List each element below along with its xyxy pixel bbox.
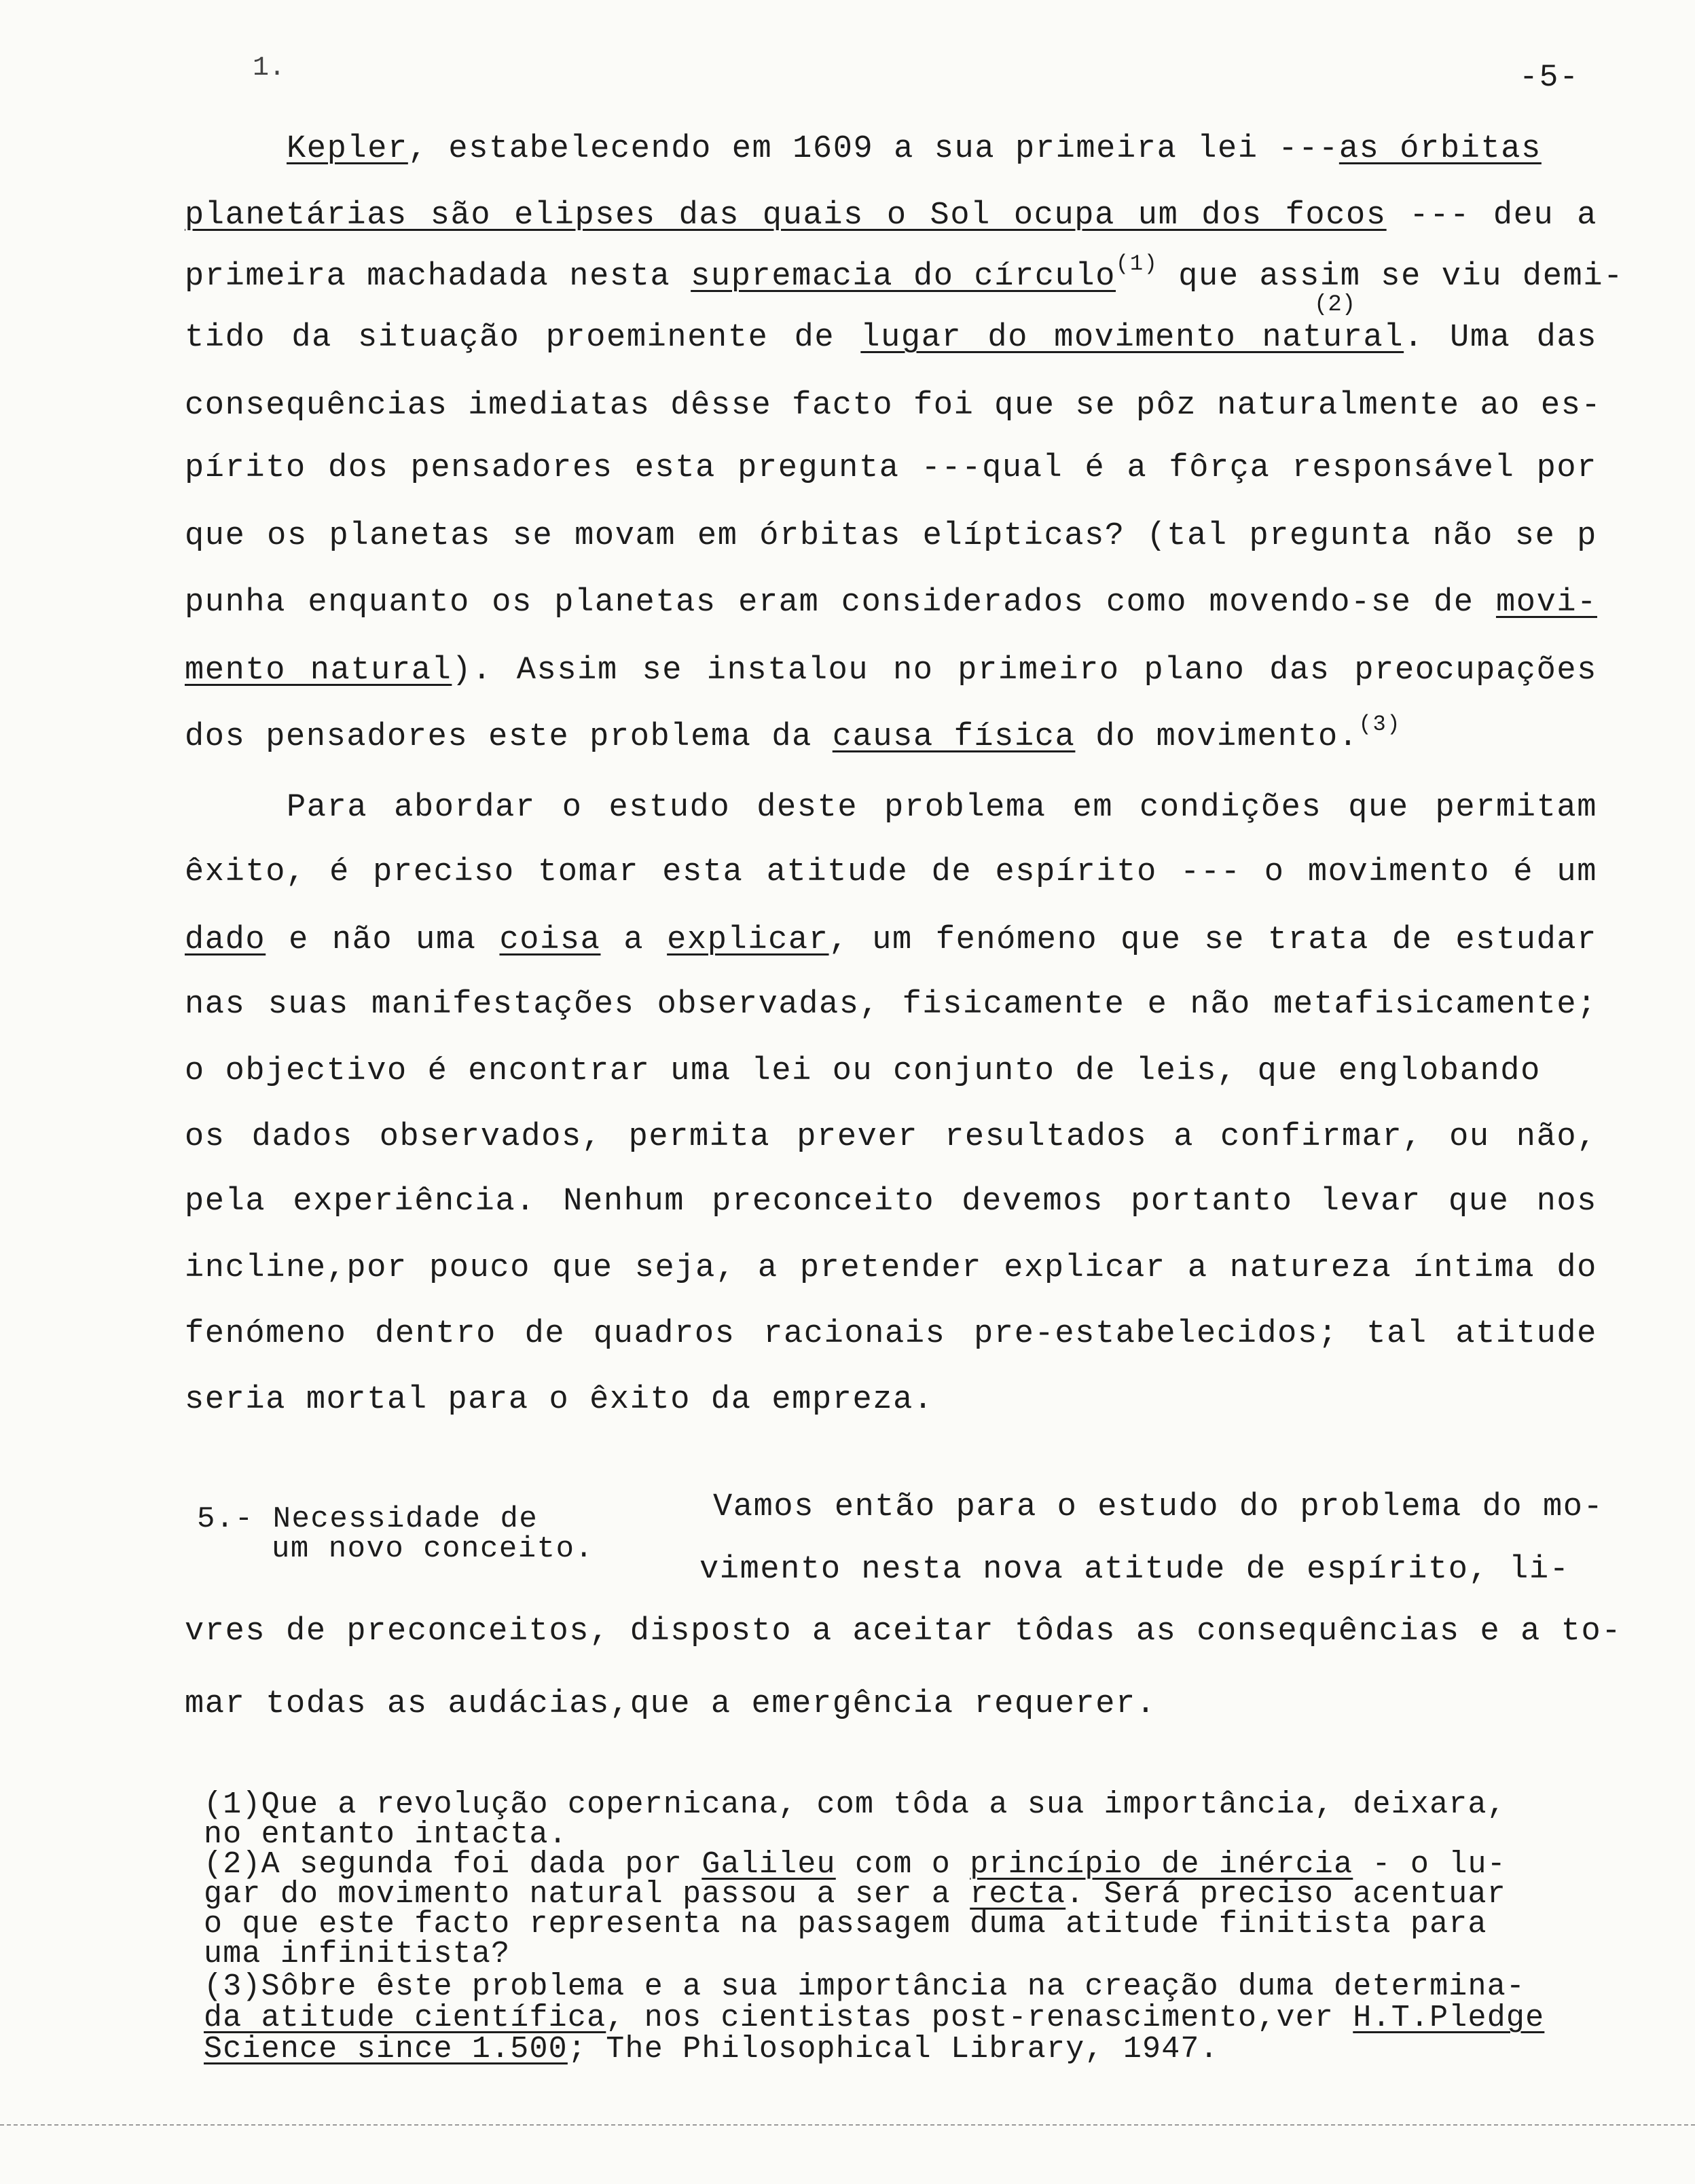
footnote-2-line-1: (2)A segunda foi dada por Galileu com o princípio de inércia - o lu- bbox=[204, 1847, 1506, 1882]
section-heading-line-2: um novo conceito. bbox=[272, 1532, 594, 1566]
section5-line-3: vres de preconceitos, disposto a aceitar tôdas as consequências e a to- bbox=[185, 1614, 1622, 1650]
para1-line-6: pírito dos pensadores esta pregunta ---qual é a fôrça responsável por bbox=[185, 450, 1597, 486]
para1-line-1: Kepler, estabelecendo em 1609 a sua primeira lei ---as órbitas bbox=[287, 131, 1542, 167]
para2-line-2: êxito, é preciso tomar esta atitude de espírito --- o movimento é um bbox=[185, 854, 1597, 890]
para1-line-5: consequências imediatas dêsse facto foi que se pôz naturalmente ao es- bbox=[185, 388, 1602, 424]
section5-line-4: mar todas as audácias,que a emergência requerer. bbox=[185, 1686, 1156, 1722]
para1-line-10: dos pensadores este problema da causa física do movimento.$^{(3)}$ bbox=[185, 712, 1402, 755]
para2-line-1: Para abordar o estudo deste problema em condições que permitam bbox=[287, 790, 1597, 826]
footnote-1-line-1: (1)Que a revolução copernicana, com tôda a sua importância, deixara, bbox=[204, 1787, 1506, 1822]
page-number: -5- bbox=[1519, 60, 1580, 95]
footnote-3-line-3: Science since 1.500; The Philosophical Library, 1947. bbox=[204, 2032, 1219, 2067]
scan-edge-divider bbox=[0, 2124, 1695, 2126]
footnote-ref-2: (2) bbox=[1314, 292, 1356, 318]
para1-line-7: que os planetas se movam em órbitas elípticas? (tal pregunta não se p bbox=[185, 518, 1597, 554]
para2-line-4: nas suas manifestações observadas, fisicamente e não metafisicamente; bbox=[185, 987, 1597, 1023]
para2-line-7: pela experiência. Nenhum preconceito devemos portanto levar que nos bbox=[185, 1184, 1597, 1220]
corner-mark: 1. bbox=[253, 53, 286, 84]
footnote-2-line-3: o que este facto representa na passagem duma atitude finitista para bbox=[204, 1907, 1487, 1942]
para2-line-10: seria mortal para o êxito da empreza. bbox=[185, 1382, 934, 1418]
para2-line-9: fenómeno dentro de quadros racionais pre-estabelecidos; tal atitude bbox=[185, 1316, 1597, 1352]
para1-line-3: primeira machadada nesta supremacia do círculo$^{(1)}$ que assim se viu demi- bbox=[185, 251, 1624, 295]
footnote-2-line-2: gar do movimento natural passou a ser a recta. Será preciso acentuar bbox=[204, 1877, 1506, 1912]
para1-line-2: planetárias são elipses das quais o Sol ocupa um dos focos --- deu a bbox=[185, 198, 1597, 234]
footnote-3-line-2: da atitude científica, nos cientistas post-renascimento,ver H.T.Pledge bbox=[204, 2001, 1545, 2035]
section5-line-1: Vamos então para o estudo do problema do mo- bbox=[713, 1489, 1604, 1525]
para2-line-3: dado e não uma coisa a explicar, um fenómeno que se trata de estudar bbox=[185, 922, 1597, 958]
para2-line-5: o objectivo é encontrar uma lei ou conjunto de leis, que englobando bbox=[185, 1053, 1541, 1089]
para1-line-4: tido da situação proeminente de lugar do movimento natural. Uma das bbox=[185, 320, 1597, 356]
section5-line-2: vimento nesta nova atitude de espírito, li- bbox=[699, 1552, 1570, 1588]
footnote-2-line-4: uma infinitista? bbox=[204, 1937, 511, 1971]
footnote-1-line-2: no entanto intacta. bbox=[204, 1817, 568, 1852]
section-heading-line-1: 5.- Necessidade de bbox=[197, 1502, 539, 1536]
para2-line-6: os dados observados, permita prever resultados a confirmar, ou não, bbox=[185, 1119, 1597, 1155]
para2-line-8: incline,por pouco que seja, a pretender explicar a natureza íntima do bbox=[185, 1250, 1597, 1286]
para1-line-9: mento natural). Assim se instalou no primeiro plano das preocupações bbox=[185, 653, 1597, 689]
footnote-3-line-1: (3)Sôbre êste problema e a sua importância na creação duma determina- bbox=[204, 1969, 1526, 2004]
para1-line-8: punha enquanto os planetas eram considerados como movendo-se de movi- bbox=[185, 585, 1597, 621]
